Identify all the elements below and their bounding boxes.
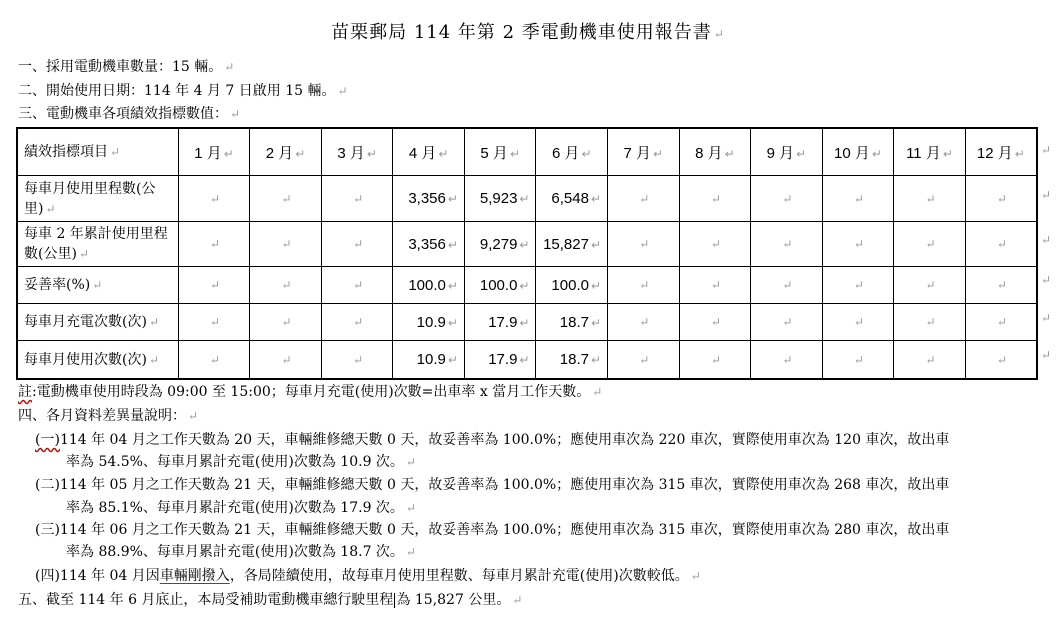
cell-mark-icon: ↵ [925, 315, 936, 329]
item-vehicle-count: 一、採用電動機車數量：15 輛。 ↵ [18, 59, 235, 75]
section-4-item-3-line-1: (三)114 年 06 月之工作天數為 21 天，車輛維修總天數 0 天，故妥善率為 100.0%；應使用車次為 315 車次，實際使用車次為 280 車次，故出車 [35, 522, 950, 538]
cell-mark-icon: ↵ [209, 315, 221, 329]
cell-mark-icon: ↵ [996, 278, 1007, 292]
cell-mark-icon: ↵ [148, 315, 159, 329]
value-cell: 15,827 ↵ [536, 222, 608, 267]
row-end-mark-icon: ↵ [1041, 273, 1052, 287]
table-note: 註:電動機車使用時段為 09:00 至 15:00；每車月充電(使用)次數=出車率 x 當月工作天數。 ↵ [18, 384, 603, 400]
section-5: 五、截至 114 年 6 月底止，本局受補助電動機車總行駛里程 為 15,827 公里。 ↵ [18, 592, 523, 608]
cell-mark-icon: ↵ [519, 315, 530, 330]
value-cell [965, 222, 1037, 267]
cell-mark-icon: ↵ [581, 146, 592, 161]
header-cell-indicator: 績效指標項目 ↵ [17, 128, 178, 176]
paragraph-mark-icon: ↵ [405, 545, 416, 559]
value-cell [178, 304, 250, 341]
cell-mark-icon: ↵ [447, 278, 458, 293]
cell-mark-icon: ↵ [639, 237, 650, 251]
row-label-cell: 每車 2 年累計使用里程數(公里) ↵ [17, 222, 178, 267]
value-cell [250, 176, 322, 222]
cell-mark-icon: ↵ [447, 315, 458, 330]
value-cell [679, 222, 751, 267]
cell-mark-icon: ↵ [353, 352, 364, 367]
table-header-row [17, 128, 1037, 176]
cell-mark-icon: ↵ [447, 192, 458, 206]
value-cell: 100.0 ↵ [536, 267, 608, 304]
paragraph-mark-icon: ↵ [337, 84, 348, 98]
paragraph-mark-icon: ↵ [690, 569, 701, 583]
paragraph-mark-icon: ↵ [405, 455, 416, 469]
header-cell-month: 1 月 ↵ [178, 128, 250, 176]
section-4-item-2-line-2: 率為 85.1%、每車月累計充電(使用)次數為 17.9 次。 ↵ [66, 500, 416, 516]
value-cell [822, 267, 894, 304]
value-cell: 17.9 ↵ [464, 341, 536, 380]
value-cell [894, 222, 966, 267]
cell-mark-icon: ↵ [782, 237, 793, 251]
cell-mark-icon: ↵ [942, 146, 953, 161]
cell-mark-icon: ↵ [110, 145, 121, 159]
paragraph-mark-icon: ↵ [592, 385, 603, 399]
cell-mark-icon: ↵ [223, 146, 234, 161]
paragraph-mark-icon: ↵ [224, 60, 235, 74]
value-cell [250, 304, 322, 341]
value-cell [250, 267, 322, 304]
cell-mark-icon: ↵ [209, 278, 221, 292]
cell-mark-icon: ↵ [590, 353, 602, 367]
cell-mark-icon: ↵ [653, 146, 664, 161]
cell-mark-icon: ↵ [281, 352, 292, 367]
cell-mark-icon: ↵ [925, 352, 936, 367]
value-cell [894, 267, 966, 304]
header-cell-month: 3 月 ↵ [321, 128, 393, 176]
value-cell: 17.9 ↵ [464, 304, 536, 341]
cell-mark-icon: ↵ [209, 237, 221, 251]
value-cell [822, 341, 894, 380]
cell-mark-icon: ↵ [925, 191, 936, 206]
section-4-item-4: (四)114 年 04 月因車輛剛撥入，各局陸續使用，故每車月使用里程數、每車月累計充電(使用)次數較低。 ↵ [35, 568, 701, 584]
cell-mark-icon: ↵ [590, 315, 602, 330]
header-cell-month: 11 月 ↵ [894, 128, 966, 176]
paragraph-mark-icon: ↵ [405, 501, 416, 515]
cell-mark-icon: ↵ [639, 315, 650, 329]
table-row [17, 222, 1037, 267]
value-cell [894, 341, 966, 380]
cell-mark-icon: ↵ [639, 278, 650, 292]
cell-mark-icon: ↵ [509, 146, 520, 161]
cell-mark-icon: ↵ [353, 191, 364, 206]
row-end-mark-icon: ↵ [1041, 311, 1052, 325]
value-cell [608, 267, 680, 304]
row-label-cell: 每車月充電次數(次) ↵ [17, 304, 178, 341]
value-cell [751, 304, 823, 341]
value-cell: 18.7 ↵ [536, 341, 608, 380]
table-row [17, 341, 1037, 380]
value-cell: 6,548 ↵ [536, 176, 608, 222]
cell-mark-icon: ↵ [710, 315, 721, 329]
cell-mark-icon: ↵ [438, 146, 449, 161]
value-cell [894, 176, 966, 222]
cell-mark-icon: ↵ [996, 237, 1007, 251]
cell-mark-icon: ↵ [925, 278, 936, 292]
row-label-cell: 每車月使用里程數(公里) ↵ [17, 176, 178, 222]
value-cell: 100.0 ↵ [393, 267, 465, 304]
value-cell [679, 304, 751, 341]
cell-mark-icon: ↵ [710, 352, 721, 367]
cell-mark-icon: ↵ [590, 192, 602, 206]
row-end-mark-icon: ↵ [1041, 233, 1052, 247]
cell-mark-icon: ↵ [996, 315, 1007, 329]
header-cell-month: 8 月 ↵ [679, 128, 751, 176]
cell-mark-icon: ↵ [782, 352, 793, 367]
row-end-mark-icon: ↵ [1041, 188, 1052, 202]
cell-mark-icon: ↵ [853, 352, 864, 367]
header-cell-month: 9 月 ↵ [751, 128, 823, 176]
cell-mark-icon: ↵ [782, 315, 793, 329]
value-cell [965, 304, 1037, 341]
value-cell [608, 176, 680, 222]
value-cell: 3,356 ↵ [393, 176, 465, 222]
cell-mark-icon: ↵ [366, 146, 377, 161]
cell-mark-icon: ↵ [796, 146, 807, 161]
cell-mark-icon: ↵ [710, 191, 721, 206]
value-cell: 5,923 ↵ [464, 176, 536, 222]
cell-mark-icon: ↵ [209, 352, 221, 367]
cell-mark-icon: ↵ [925, 237, 936, 251]
value-cell: 100.0 ↵ [464, 267, 536, 304]
value-cell [321, 176, 393, 222]
cell-mark-icon: ↵ [590, 237, 602, 252]
section-4-item-1-line-2: 率為 54.5%、每車月累計充電(使用)次數為 10.9 次。 ↵ [66, 454, 416, 470]
header-cell-month: 6 月 ↵ [536, 128, 608, 176]
paragraph-mark-icon: ↵ [230, 107, 241, 121]
value-cell: 18.7 ↵ [536, 304, 608, 341]
item-start-date: 二、開始使用日期：114 年 4 月 7 日啟用 15 輛。 ↵ [18, 83, 348, 99]
value-cell [894, 304, 966, 341]
cell-mark-icon: ↵ [148, 352, 159, 367]
value-cell [178, 176, 250, 222]
header-cell-month: 2 月 ↵ [250, 128, 322, 176]
kpi-table [16, 127, 1038, 380]
cell-mark-icon: ↵ [447, 237, 458, 252]
cell-mark-icon: ↵ [853, 191, 864, 206]
cell-mark-icon: ↵ [782, 191, 793, 206]
cell-mark-icon: ↵ [209, 191, 221, 206]
value-cell [751, 222, 823, 267]
value-cell [608, 222, 680, 267]
value-cell [321, 222, 393, 267]
value-cell [178, 341, 250, 380]
value-cell [679, 267, 751, 304]
row-end-mark-icon: ↵ [1041, 348, 1052, 362]
value-cell [321, 267, 393, 304]
header-cell-month: 4 月 ↵ [393, 128, 465, 176]
value-cell [178, 222, 250, 267]
value-cell: 3,356 ↵ [393, 222, 465, 267]
cell-mark-icon: ↵ [281, 278, 292, 292]
value-cell [822, 304, 894, 341]
value-cell [608, 341, 680, 380]
cell-mark-icon: ↵ [853, 278, 864, 292]
value-cell [965, 267, 1037, 304]
value-cell [250, 222, 322, 267]
value-cell [608, 304, 680, 341]
cell-mark-icon: ↵ [295, 146, 306, 161]
cell-mark-icon: ↵ [996, 352, 1007, 367]
row-label-cell: 每車月使用次數(次) ↵ [17, 341, 178, 380]
table-row [17, 176, 1037, 222]
value-cell: 10.9 ↵ [393, 304, 465, 341]
value-cell: 9,279 ↵ [464, 222, 536, 267]
cell-mark-icon: ↵ [519, 278, 530, 293]
value-cell [822, 222, 894, 267]
value-cell [751, 267, 823, 304]
cell-mark-icon: ↵ [447, 353, 458, 367]
header-cell-month: 7 月 ↵ [608, 128, 680, 176]
cell-mark-icon: ↵ [710, 278, 721, 292]
cell-mark-icon: ↵ [281, 315, 292, 329]
cell-mark-icon: ↵ [45, 201, 56, 216]
cell-mark-icon: ↵ [519, 237, 530, 252]
paragraph-mark-icon: ↵ [188, 409, 199, 423]
value-cell [751, 341, 823, 380]
value-cell [250, 341, 322, 380]
cell-mark-icon: ↵ [996, 191, 1007, 206]
cell-mark-icon: ↵ [782, 278, 793, 292]
document-title: 苗栗郵局 114 年第 2 季電動機車使用報告書 ↵ [331, 22, 725, 43]
value-cell [321, 304, 393, 341]
value-cell [965, 176, 1037, 222]
value-cell [679, 341, 751, 380]
cell-mark-icon: ↵ [1014, 146, 1025, 161]
header-cell-month: 12 月 ↵ [965, 128, 1037, 176]
cell-mark-icon: ↵ [639, 191, 650, 206]
cell-mark-icon: ↵ [853, 315, 864, 329]
cell-mark-icon: ↵ [353, 315, 364, 329]
section-4-item-1-line-1: (一)114 年 04 月之工作天數為 20 天，車輛維修總天數 0 天，故妥善率為 100.0%；應使用車次為 220 車次，實際使用車次為 120 車次，故出車 [35, 432, 950, 448]
cell-mark-icon: ↵ [519, 192, 530, 206]
value-cell [751, 176, 823, 222]
cell-mark-icon: ↵ [871, 146, 882, 161]
table-row [17, 304, 1037, 341]
cell-mark-icon: ↵ [92, 278, 103, 292]
cell-mark-icon: ↵ [724, 146, 735, 161]
value-cell [679, 176, 751, 222]
row-end-mark-icon: ↵ [1041, 143, 1052, 157]
paragraph-mark-icon: ↵ [512, 593, 523, 607]
cell-mark-icon: ↵ [353, 237, 364, 251]
header-cell-month: 5 月 ↵ [464, 128, 536, 176]
cell-mark-icon: ↵ [710, 237, 721, 251]
section-4-item-3-line-2: 率為 88.9%、每車月累計充電(使用)次數為 18.7 次。 ↵ [66, 544, 416, 560]
cell-mark-icon: ↵ [639, 352, 650, 367]
section-4-item-2-line-1: (二)114 年 05 月之工作天數為 21 天，車輛維修總天數 0 天，故妥善率為 100.0%；應使用車次為 315 車次，實際使用車次為 268 車次，故出車 [35, 477, 950, 493]
cell-mark-icon: ↵ [78, 247, 89, 261]
section-4-title: 四、各月資料差異量說明： ↵ [18, 408, 199, 424]
row-label-cell: 妥善率(%) ↵ [17, 267, 178, 304]
table-row [17, 267, 1037, 304]
cell-mark-icon: ↵ [590, 278, 602, 293]
value-cell: 10.9 ↵ [393, 341, 465, 380]
item-kpi-heading: 三、電動機車各項績效指標數值： ↵ [18, 106, 241, 122]
cell-mark-icon: ↵ [281, 191, 292, 206]
cell-mark-icon: ↵ [353, 278, 364, 292]
value-cell [822, 176, 894, 222]
cell-mark-icon: ↵ [281, 237, 292, 251]
value-cell [965, 341, 1037, 380]
cell-mark-icon: ↵ [519, 353, 530, 367]
cell-mark-icon: ↵ [853, 237, 864, 251]
paragraph-mark-icon: ↵ [713, 27, 725, 41]
header-cell-month: 10 月 ↵ [822, 128, 894, 176]
value-cell [321, 341, 393, 380]
value-cell [178, 267, 250, 304]
